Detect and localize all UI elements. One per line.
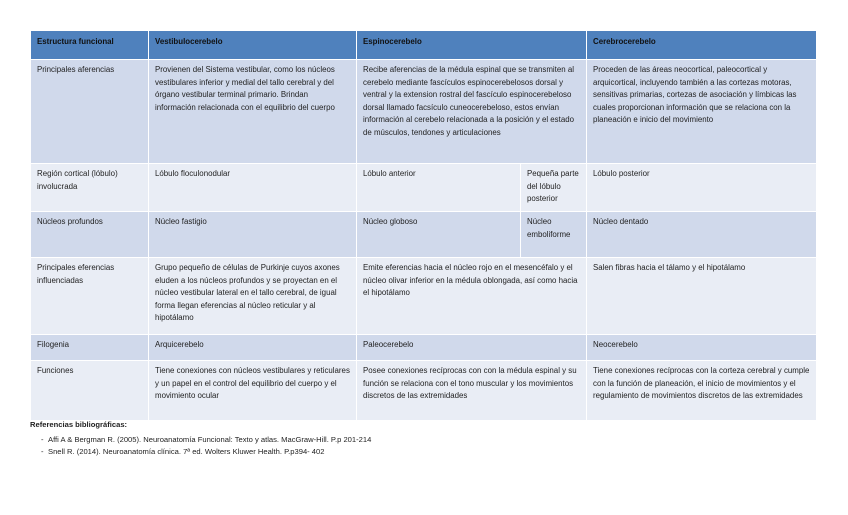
cell-cerebro: Núcleo dentado	[587, 212, 817, 258]
row-label: Funciones	[31, 361, 149, 421]
cell-espino-globoso: Núcleo globoso	[357, 212, 521, 258]
header-cerebrocerebelo: Cerebrocerebelo	[587, 31, 817, 60]
cell-cerebro: Lóbulo posterior	[587, 164, 817, 212]
cell-vestibulo: Grupo pequeño de células de Purkinje cuyos axones eluden a los núcleos profundos y se proyectan en el núcleo vestibular lateral en el tallo cerebral, de igual forma llegan eferencias al núcleo reticular y al hipotálamo	[149, 258, 357, 335]
references-title: Referencias bibliográficas:	[30, 420, 128, 429]
cell-cerebro: Salen fibras hacia el tálamo y el hipotálamo	[587, 258, 817, 335]
table-row	[31, 335, 817, 361]
table-row	[31, 212, 817, 258]
cell-cerebro: Tiene conexiones recíprocas con la corteza cerebral y cumple con la función de planeación, el inicio de movimientos y el regulamiento de movimientos discretos de las extremidades	[587, 361, 817, 421]
header-espinocerebelo: Espinocerebelo	[357, 31, 587, 60]
table-row	[31, 361, 817, 421]
header-estructura: Estructura funcional	[31, 31, 149, 60]
row-label: Principales eferencias influenciadas	[31, 258, 149, 335]
cell-espino: Posee conexiones recíprocas con con la médula espinal y su función se relaciona con el tono muscular y los movimientos discretos de las extremidades	[357, 361, 587, 421]
reference-item: - Affi A & Bergman R. (2005). Neuroanatomía Funcional: Texto y atlas. MacGraw-Hill. P.p 201-214	[30, 434, 371, 446]
cell-cerebro: Neocerebelo	[587, 335, 817, 361]
cell-vestibulo: Lóbulo floculonodular	[149, 164, 357, 212]
cell-espino: Emite eferencias hacia el núcleo rojo en el mesencéfalo y el núcleo olivar inferior en la médula oblongada, así como hacia el hipotálamo	[357, 258, 587, 335]
cell-vestibulo: Núcleo fastigio	[149, 212, 357, 258]
row-label: Región cortical (lóbulo) involucrada	[31, 164, 149, 212]
cell-cerebro: Proceden de las áreas neocortical, paleocortical y arquicortical, incluyendo también a las cortezas motoras, sensitivas primarias, cortezas de asociación y límbicas las cuales proporcionan información que se relaciona con la planeación e inicio del movimiento	[587, 60, 817, 164]
references-list	[30, 434, 371, 458]
row-label: Núcleos profundos	[31, 212, 149, 258]
header-vestibulocerebelo: Vestibulocerebelo	[149, 31, 357, 60]
cell-espino-anterior: Lóbulo anterior	[357, 164, 521, 212]
cell-espino: Paleocerebelo	[357, 335, 587, 361]
cell-espino: Recibe aferencias de la médula espinal que se transmiten al cerebelo mediante fascículos espinocerebelosos dorsal y ventral y la extension rostral del fascículo espinocerebeloso dorsal llamado facsículo cuneocerebeloso, estos envían información al cerebelo relacionada a la posición y el estado de músculos, tendones y articulaciones	[357, 60, 587, 164]
table-row	[31, 258, 817, 335]
reference-item: - Snell R. (2014). Neuroanatomía clínica. 7ª ed. Wolters Kluwer Health. P.p394- 402	[30, 446, 371, 458]
cell-espino-posterior: Pequeña parte del lóbulo posterior	[521, 164, 587, 212]
row-label: Principales aferencias	[31, 60, 149, 164]
references-section	[30, 419, 371, 458]
cell-espino-emboliforme: Núcleo emboliforme	[521, 212, 587, 258]
cell-vestibulo: Arquicerebelo	[149, 335, 357, 361]
table-row	[31, 60, 817, 164]
cell-vestibulo: Provienen del Sistema vestibular, como los núcleos vestibulares inferior y medial del tallo cerebral y del órgano vestibular terminal primario. Brindan información relacionada con el equilibrio del cuerpo	[149, 60, 357, 164]
cell-vestibulo: Tiene conexiones con núcleos vestibulares y reticulares y un papel en el control del equilibrio del cuerpo y el movimiento ocular	[149, 361, 357, 421]
cerebellum-comparison-table	[30, 30, 817, 421]
table-row	[31, 164, 817, 212]
table-header-row	[31, 31, 817, 60]
row-label: Filogenia	[31, 335, 149, 361]
